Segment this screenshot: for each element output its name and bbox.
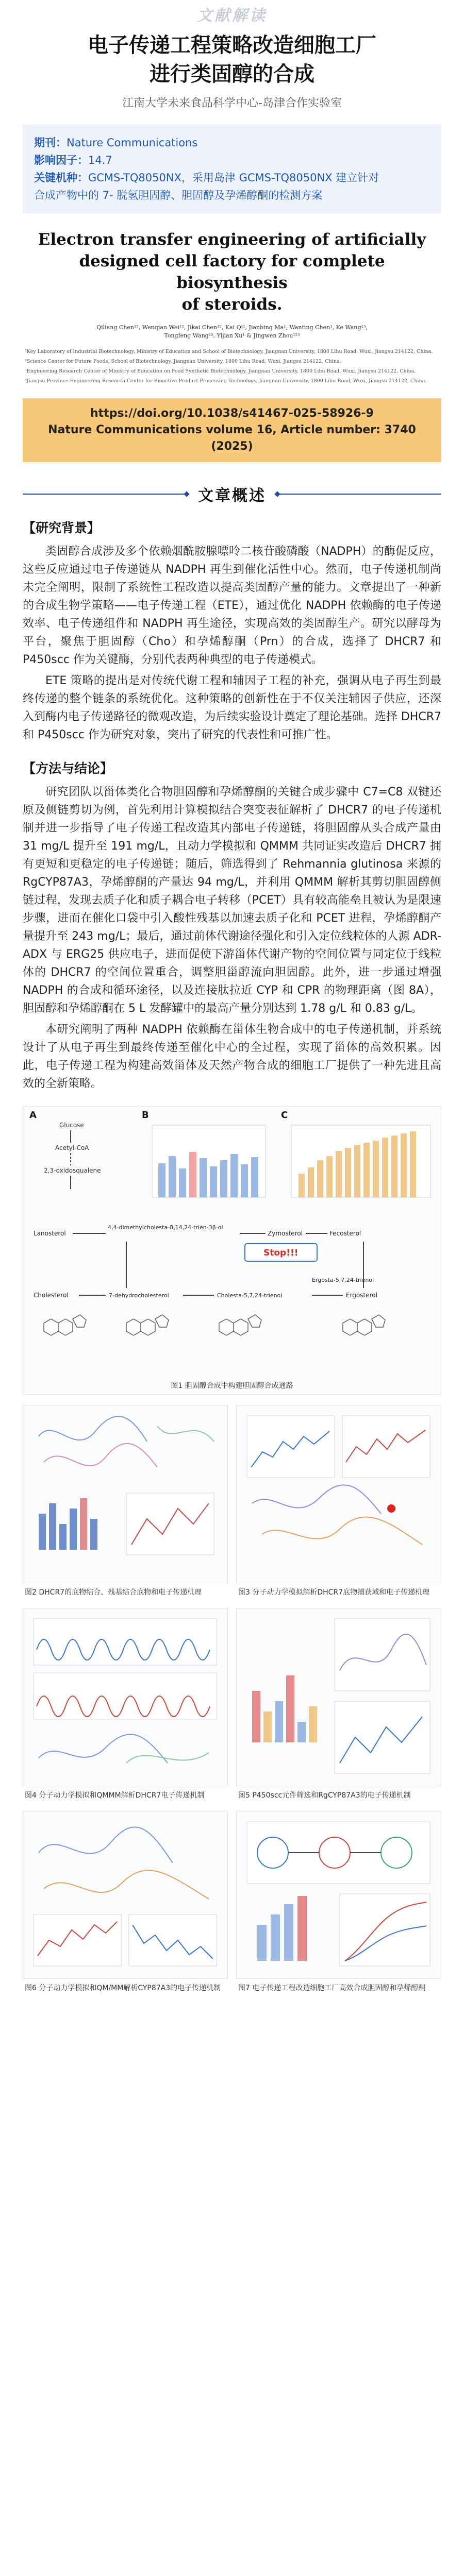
keywords-row-2 (34, 187, 430, 204)
section-title: 文章概述 (198, 487, 266, 505)
fig2-bar (90, 1519, 97, 1550)
figure-3-graphic (237, 1405, 440, 1581)
figure-5-box (236, 1608, 441, 1786)
paper-title (23, 229, 441, 315)
if-label: 影响因子： (34, 154, 88, 166)
title-block (0, 28, 464, 111)
fig1-fecosterol: Fecosterol (329, 1230, 361, 1237)
figure-7 (236, 1811, 441, 1993)
keywords-row (34, 169, 430, 187)
fig1-zymosterol: Zymosterol (268, 1230, 303, 1237)
fig1-cholesterol: Cholesterol (34, 1292, 69, 1299)
fig1-bar (200, 1158, 207, 1197)
figure-2-caption: 图2 DHCR7的底物结合、残基结合底物和电子传递机理 (25, 1588, 202, 1597)
top-band (0, 0, 464, 28)
methods-paragraph-2: 本研究阐明了两种 NADPH 依赖酶在甾体生物合成中的电子传递机制，并系统设计了从电子再生到最终传递至催化中心的全过程，实现了甾体的高效积累。因此，电子传递工程为构建高效甾体及天然产物合成的细胞工厂提供了一种先进且高效的全新策略。 (23, 1023, 441, 1090)
fig7-pathway-frame (247, 1822, 430, 1884)
fig7-bar (297, 1896, 307, 1961)
fig6-plot-frame (34, 1914, 121, 1966)
fig1-bar (326, 1156, 333, 1197)
paper-authors-line-2: Tongfeng Wang¹², Yijian Xu¹ & Jingwen Zhou¹²³ (164, 332, 300, 339)
figure-5-graphic (237, 1608, 440, 1784)
fig1-bar (391, 1136, 397, 1197)
fig2-bar (49, 1503, 56, 1550)
background-section (23, 518, 441, 744)
methods-section (23, 758, 441, 1093)
fig1-bar (354, 1145, 360, 1197)
paper-affiliation: ⁴Jiangsu Province Engineering Research Center for Bioactive Product Processing Technology, Jiangnan University, 1800 Lihu Road, Wuxi, Jiangsu 214122, China. (25, 378, 427, 384)
figure-3-box (236, 1405, 441, 1583)
figure-4-box (23, 1608, 228, 1786)
figure-7-graphic (237, 1811, 440, 1976)
fig1-lanosterol: Lanosterol (34, 1230, 66, 1237)
doi-citation: Nature Communications volume 16, Article number: 3740 (2025) (48, 423, 416, 453)
fig2-bars (39, 1498, 97, 1550)
fig4-protein-ribbon (126, 1753, 209, 1763)
figure-1 (23, 1106, 441, 1395)
fig1-sterol-ring (343, 1315, 385, 1335)
figure-6-graphic (23, 1811, 227, 1976)
paper-title-line-1: Electron transfer engineering of artificially (38, 230, 426, 249)
fig1-sterol-structures (44, 1315, 385, 1335)
figure-4-caption: 图4 分子动力学模拟和QMMM解析DHCR7电子传递机制 (25, 1791, 205, 1800)
fig1-ergosta: Ergosta-5,7,24-trienol (312, 1277, 374, 1283)
figure-2-box (23, 1405, 228, 1583)
fig1-bar (299, 1174, 305, 1197)
fig7-bars (257, 1896, 307, 1961)
fig5-bar (263, 1711, 272, 1742)
fig2-protein-ribbon (39, 1416, 147, 1442)
fig2-inset (126, 1493, 214, 1555)
fig3-protein-ribbon (252, 1485, 381, 1514)
paper-affiliation: ²Science Center for Future Foods, School of Biotechnology, Jiangnan University, 1800 Lihu Road, Wuxi, Jiangsu 214122, China. (25, 359, 341, 364)
fig1-stop: Stop!!! (263, 1248, 299, 1258)
fig1-ergosterol: Ergosterol (346, 1292, 377, 1299)
fig1-panel-c-label: C (281, 1110, 288, 1121)
fig1-bar (382, 1138, 388, 1197)
fig6-protein-ribbon (39, 1827, 173, 1863)
section-dot-right (274, 491, 280, 497)
fig5-inset (335, 1619, 430, 1691)
figure-2-graphic (23, 1405, 227, 1581)
fig7-bar (257, 1925, 267, 1961)
figure-3-caption: 图3 分子动力学模拟解析DHCR7底物捕获域和电子传递机理 (238, 1588, 430, 1597)
fig5-bar (309, 1706, 317, 1742)
fig1-pathway (34, 1224, 377, 1299)
figure-2 (23, 1405, 228, 1598)
fig1-bar (169, 1156, 176, 1197)
doi-bar (23, 398, 441, 462)
fig1-bar (158, 1163, 165, 1197)
fig1-bar (189, 1152, 196, 1197)
figure-6 (23, 1811, 228, 1993)
fig1-glucose: Glucose (59, 1122, 84, 1129)
fig1-sterol-ring (126, 1315, 169, 1335)
main-title-line-1: 电子传递工程策略改造细胞工厂 (88, 33, 376, 57)
fig3-marker (387, 1504, 395, 1513)
figure-1-caption: 图1 胆固醇合成中构建胆固醇合成通路 (171, 1382, 293, 1390)
figure-row-4-5 (23, 1608, 441, 1801)
figure-row-2-3 (23, 1405, 441, 1598)
keywords-value-2: 合成产物中的 7- 脱氢胆固醇、胆固醇及孕烯醇酮的检测方案 (34, 189, 323, 201)
fig1-sterol-ring (44, 1315, 86, 1335)
if-row (34, 151, 430, 169)
figure-row-6-7 (23, 1811, 441, 1993)
section-header (23, 483, 441, 505)
fig5-bar (252, 1691, 260, 1742)
background-paragraph-1: 类固醇合成涉及多个依赖烟酰胺腺嘌呤二核苷酸磷酸（NADPH）的酶促反应，这些反应通过电子传递链从 NADPH 再生到催化活性中心。然而，电子传递机制尚未完全阐明，限制了系统性工程改造以提高类固醇产量的能力。文章提出了一种新的合成生物学策略——电子传递工程（ETE），通过优化 NADPH 依赖酶的电子传递效率、电子传递组件和 NADPH 再生途径，实现高效的类固醇生产。研究以酵母为平台，聚焦于胆固醇（Cho）和孕烯醇酮（Prn）的合成，选择了 DHCR7 和 P450scc 作为关键酶，分别代表两种典型的电子传递模式。 (23, 545, 441, 666)
background-heading: 【研究背景】 (23, 520, 101, 535)
fig1-7dhc: 7-dehydrocholesterol (109, 1292, 169, 1299)
figure-6-caption: 图6 分子动力学模拟和QM/MM解析CYP87A3的电子传递机制 (25, 1984, 221, 1992)
paper-affiliation: ¹Key Laboratory of Industrial Biotechnology, Ministry of Education and School of Biotechnology, Jiangnan University, 1800 Lihu Road, Wuxi, Jiangsu 214122, China. (25, 349, 433, 354)
paper-affiliations (23, 348, 441, 385)
figure-3 (236, 1405, 441, 1598)
fig5-bar (275, 1701, 283, 1742)
fig7-bar (271, 1914, 280, 1961)
fig1-acetyl-coa: Acetyl-CoA (55, 1144, 89, 1151)
fig5-inset (335, 1701, 430, 1773)
doi-link[interactable]: https://doi.org/10.1038/s41467-025-58926-9 (90, 407, 374, 420)
fig1-oxidosqualene: 2,3-oxidosqualene (44, 1167, 101, 1174)
journal-label: 期刊： (34, 137, 67, 149)
paper-title-line-2: designed cell factory for complete biosynthesis (79, 252, 385, 292)
keywords-value: GCMS-TQ8050NX，采用岛津 GCMS-TQ8050NX 建立针对 (88, 172, 379, 184)
fig2-bar (59, 1524, 67, 1550)
main-title-line-2: 进行类固醇的合成 (150, 62, 314, 86)
fig2-protein-ribbon (157, 1426, 214, 1442)
background-paragraph-2: ETE 策略的提出是对传统代谢工程和辅因子工程的补充，强调从电子再生到最终传递的整个链条的系统优化。这种策略的创新性在于不仅关注辅因子供应，还深入到酶内电子传递路径的微观改造，为后续实验设计奠定了理论基础。选择 DHCR7 和 P450scc 作为研究对象，突出了研究的代表性和可推广性。 (23, 674, 441, 741)
footer-space (0, 1993, 464, 2014)
fig1-bar (345, 1148, 351, 1197)
fig2-protein-ribbon (44, 1444, 157, 1467)
fig1-bar (179, 1168, 186, 1197)
fig2-bar (70, 1509, 77, 1550)
fig1-panel-a-label: A (29, 1110, 37, 1121)
figure-1-graphic (23, 1107, 441, 1375)
affiliation: 江南大学未来食品科学中心-岛津合作实验室 (122, 97, 342, 110)
fig1-bar (336, 1151, 342, 1197)
badge-title: 文献解读 (197, 7, 267, 25)
section-line-left (23, 494, 185, 495)
paper-authors (23, 324, 441, 340)
fig1-bar (410, 1131, 416, 1197)
figure-6-box (23, 1811, 228, 1979)
methods-heading: 【方法与结论】 (23, 761, 113, 776)
methods-paragraph-1: 研究团队以甾体类化合物胆固醇和孕烯醇酮的关键合成步骤中 C7=C8 双键还原及侧链剪切为例，首先利用计算模拟结合突变表征解析了 DHCR7 的电子传递机制并进一步指导了电子传递工程改造其内部电子传递链，将胆固醇从头合成产量由 31 mg/L 提升至 191 mg/L，且动力学模拟和 QMMM 共同证实改造后 DHCR7 拥有更短和更稳定的电子传递链；随后，筛选得到了 Rehmannia glutinosa 来源的 RgCYP87A3，孕烯醇酮的产量达 94 mg/L，并利用 QMMM 解析其剪切胆固醇侧链过程，发现去质子化和质子耦合电子转移（PCET）具有较高能垒且被认为是限速步骤，进而在催化口袋中引入酸性残基以加速去质子化和 PCET 进程，孕烯醇酮产量提升至 243 mg/L；最后，通过前体代谢途径强化和引入定位线粒体的人源 ADR-ADX 与 ERG25 供应电子，进而促使下游甾体代谢产物的空间位置与同定位于线粒体的 DHCR7 的空间位置重合，调整胆甾醇流向胆固醇。此外，进一步通过增强 NADPH 的合成和循环途径，以及连接肽拉近 CYP 和 CPR 的物理距离（图 8A），胆固醇和孕烯醇酮在 5 L 发酵罐中的最高产量分别达到 1.78 g/L 和 0.83 g/L。 (23, 786, 441, 1015)
paper-authors-line-1: Qiliang Chen¹², Wenqian Wei¹², Jikai Chen¹², Kai Qi¹, Jianbing Ma¹, Wanting Chen¹, Ke Wang¹³, (96, 324, 368, 331)
fig1-sterol-ring (219, 1315, 261, 1335)
fig2-bar (80, 1498, 87, 1550)
fig1-bar (363, 1143, 370, 1197)
paper-title-line-3: of steroids. (181, 295, 283, 314)
fig3-protein-ribbon (262, 1517, 422, 1545)
fig1-bar (220, 1160, 227, 1197)
figure-7-box (236, 1811, 441, 1979)
figure-5-caption: 图5 P450scc元件筛选和RgCYP87A3的电子传递机制 (238, 1791, 411, 1800)
fig1-bar (241, 1164, 248, 1197)
section-line-right (279, 494, 441, 495)
fig3-plot-frame (342, 1416, 430, 1478)
if-value: 14.7 (88, 154, 112, 166)
paper-affiliation: ³Engineering Research Center of Ministry of Education on Food Synthetic Biotechnology, Jiangnan University, 1800 Lihu Road, Wuxi, Jiangsu 214122, China. (25, 368, 416, 374)
fig1-bar (251, 1157, 258, 1197)
fig1-bar (210, 1166, 217, 1197)
main-title (21, 31, 443, 89)
fig1-dimethylcholesta: 4,4-dimethylcholesta-8,14,24-trien-3β-ol (108, 1224, 223, 1231)
journal-value: Nature Communications (67, 137, 198, 149)
fig1-cholesta-trienol: Cholesta-5,7,24-trienol (217, 1292, 283, 1299)
fig1-bar (317, 1160, 323, 1197)
fig5-bars (252, 1675, 317, 1742)
fig5-bar (297, 1722, 306, 1742)
info-box (23, 125, 441, 213)
journal-row (34, 134, 430, 151)
fig1-panel-b-label: B (142, 1110, 149, 1121)
fig1-bar (373, 1141, 379, 1197)
fig4-protein-ribbon (39, 1734, 168, 1763)
fig6-protein-ribbon (44, 1870, 209, 1899)
fig2-bar (39, 1514, 46, 1550)
keywords-label: 关键机种： (34, 172, 88, 184)
figure-4-graphic (23, 1608, 227, 1784)
fig7-bar (284, 1904, 293, 1961)
fig1-bar (230, 1154, 238, 1197)
fig7-inset (340, 1894, 430, 1966)
fig1-bar (401, 1133, 407, 1197)
figure-5 (236, 1608, 441, 1801)
figure-7-caption: 图7 电子传递工程改造细胞工厂高效合成胆固醇和孕烯醇酮 (238, 1984, 426, 1992)
figure-4 (23, 1608, 228, 1801)
fig5-bar (286, 1675, 294, 1742)
fig1-bar (308, 1167, 314, 1197)
paper-preview (23, 229, 441, 385)
